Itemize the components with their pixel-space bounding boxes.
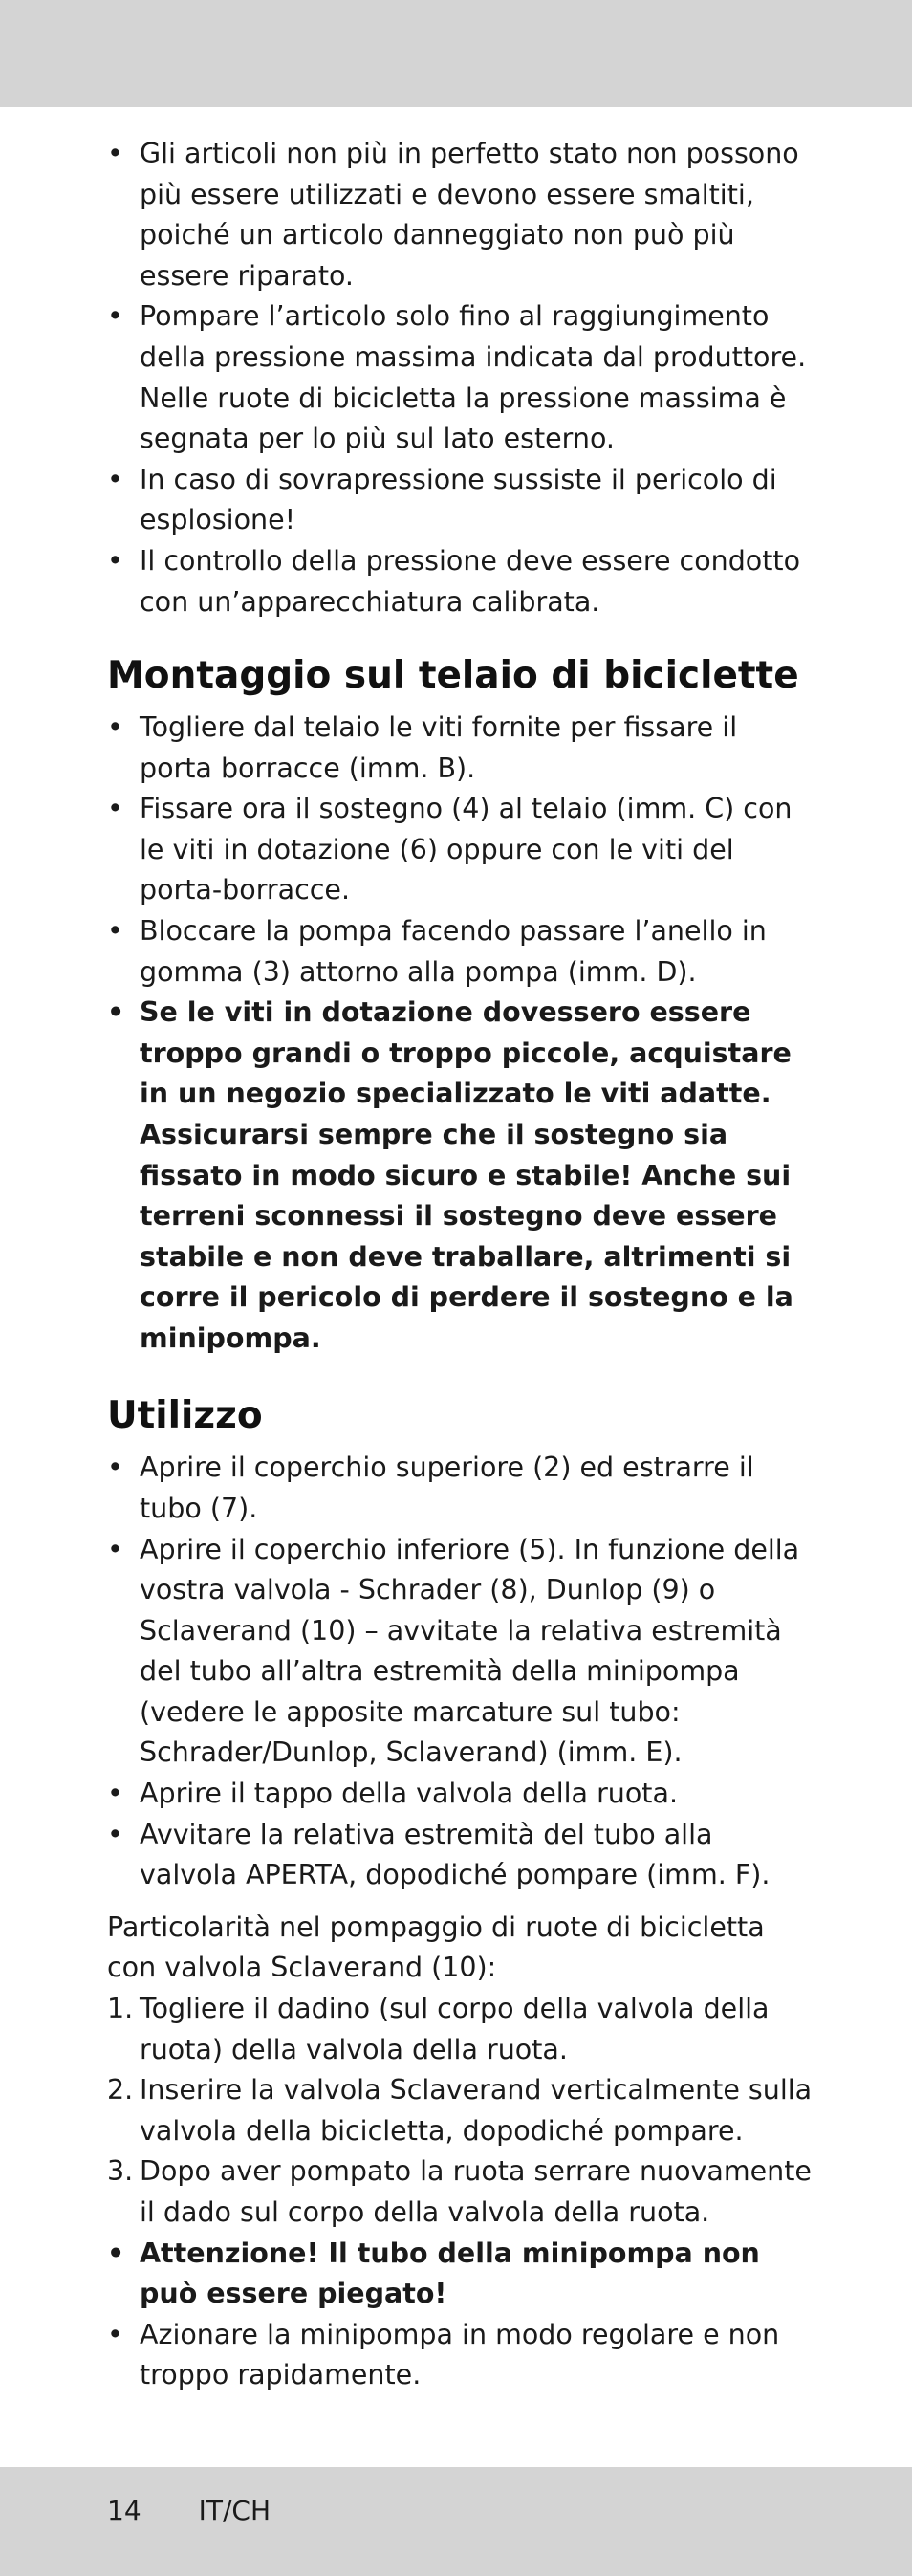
list-item: • In caso di sovrapressione sussiste il pericolo di esplosione! — [107, 463, 777, 536]
list-item: • Fissare ora il sostegno (4) al telaio (imm. C) con le viti in dotazione (6) oppure con le viti del porta-borracce. — [107, 793, 793, 906]
list-item: • Aprire il coperchio superiore (2) ed estrarre il tubo (7). — [107, 1452, 754, 1524]
intro-list — [107, 134, 814, 622]
language-code: IT/CH — [198, 2495, 271, 2526]
warning-item: • Attenzione! Il tubo della minipompa non può essere piegato! — [107, 2237, 760, 2310]
final-list — [107, 2234, 814, 2396]
list-item: • Gli articoli non più in perfetto stato non possono più essere utilizzati e devono essere smaltiti, poiché un articolo danneggiato non può più essere riparato. — [107, 138, 799, 292]
list-item: • Aprire il tappo della valvola della ruota. — [107, 1778, 679, 1810]
list-item: • Bloccare la pompa facendo passare l’anello in gomma (3) attorno alla pompa (imm. D). — [107, 914, 767, 988]
list-item: • Pompare l’articolo solo fino al raggiungimento della pressione massima indicata dal produttore. Nelle ruote di bicicletta la pressione massima è segnata per lo più sul lato esterno. — [107, 300, 807, 455]
warning-item: • Se le viti in dotazione dovessero essere troppo grandi o troppo piccole, acquistare in un negozio specializzato le viti adatte. Assicurarsi sempre che il sostegno sia fissato in modo sicuro e stabile! Anche sui terreni sconnessi il sostegno deve essere stabile e non deve traballare, altrimenti si corre il pericolo di perdere il sostegno e la minipompa. — [107, 996, 793, 1354]
mounting-list — [107, 708, 814, 1360]
numbered-step: 3. Dopo aver pompato la ruota serrare nuovamente il dado sul corpo della valvola della ruota. — [107, 2155, 812, 2228]
numbered-step: 1. Togliere il dadino (sul corpo della valvola della ruota) della valvola della ruota. — [107, 1993, 770, 2065]
list-item: • Il controllo della pressione deve essere condotto con un’apparecchiatura calibrata. — [107, 544, 801, 618]
numbered-step: 2. Inserire la valvola Sclaverand verticalmente sulla valvola della bicicletta, dopodiché pompare. — [107, 2074, 813, 2147]
footer — [107, 2492, 271, 2530]
usage-list — [107, 1448, 814, 1896]
list-item: • Togliere dal telaio le viti fornite per fissare il porta borracce (imm. B). — [107, 710, 738, 784]
section-title-usage: Utilizzo — [107, 1394, 263, 1438]
sclaverand-intro: Particolarità nel pompaggio di ruote di bicicletta con valvola Sclaverand (10): — [107, 1910, 765, 1984]
list-item: • Azionare la minipompa in modo regolare e non troppo rapidamente. — [107, 2318, 780, 2391]
section-title-mounting: Montaggio sul telaio di biciclette — [107, 654, 799, 698]
list-item: • Avvitare la relativa estremità del tubo alla valvola APERTA, dopodiché pompare (imm. F). — [107, 1818, 771, 1891]
list-item: • Aprire il coperchio inferiore (5). In funzione della vostra valvola - Schrader (8), Dunlop (9) o Sclaverand (10) – avvitate la relativa estremità del tubo all’altra estremità della minipompa (vedere le apposite marcature sul tubo: Schrader/Dunlop, Sclaverand) (imm. E). — [107, 1533, 800, 1769]
page-number: 14 — [107, 2495, 141, 2526]
page-content — [107, 134, 814, 2396]
header-band — [0, 0, 912, 107]
sclaverand-steps — [107, 1989, 814, 2234]
